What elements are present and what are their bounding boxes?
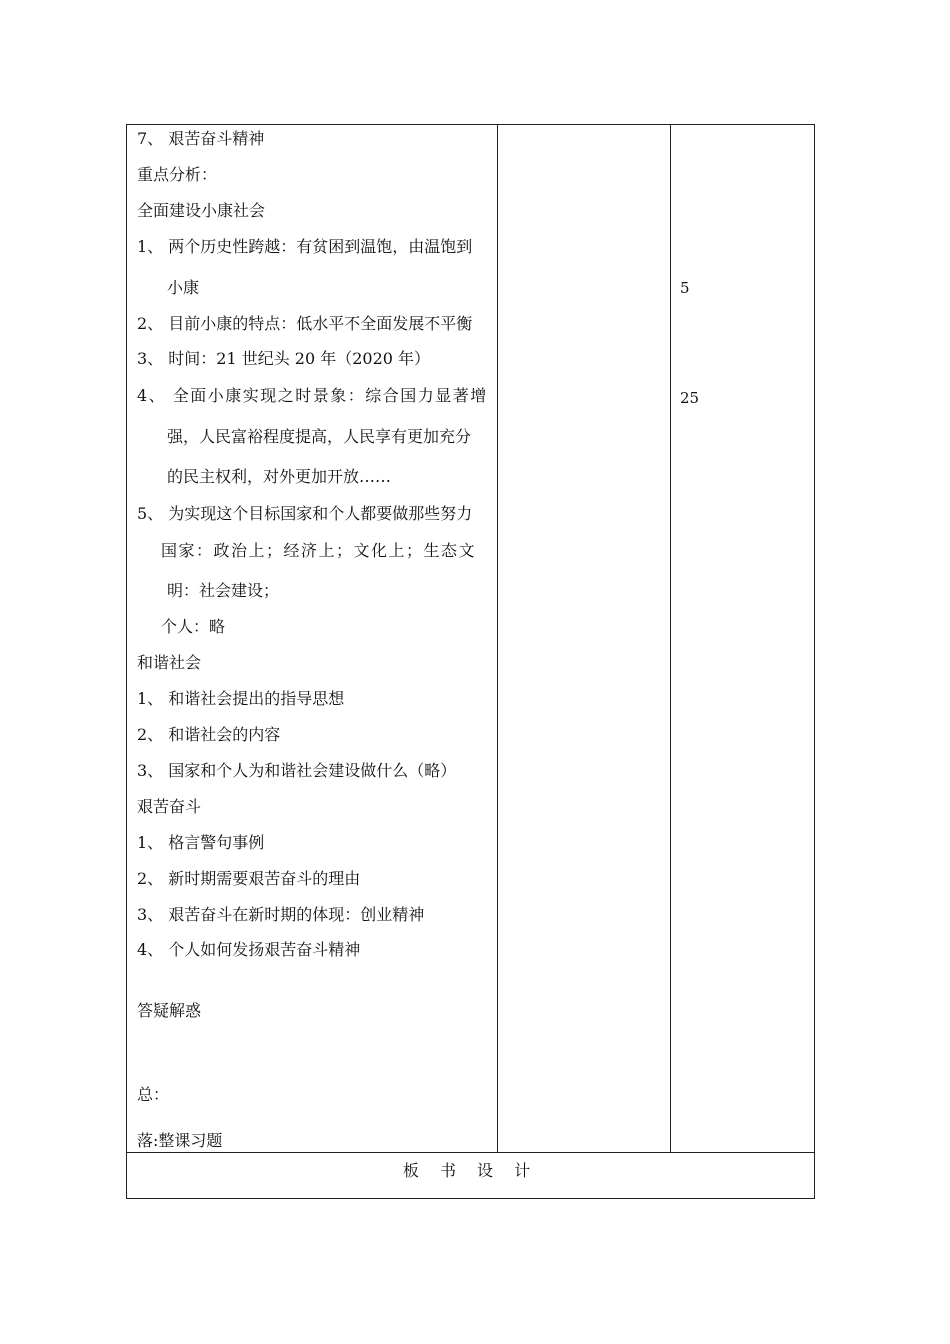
column-divider-2 bbox=[670, 125, 671, 1153]
jianku-item-4: 4、 个人如何发扬艰苦奋斗精神 bbox=[137, 940, 361, 959]
time-value-1: 5 bbox=[680, 279, 690, 297]
column-divider-1 bbox=[497, 125, 498, 1153]
xiaokang-item-1-cont: 小康 bbox=[167, 278, 200, 297]
xiaokang-item-5: 5、 为实现这个目标国家和个人都要做那些努力 bbox=[137, 504, 473, 523]
heading-7: 7、 艰苦奋斗精神 bbox=[137, 129, 265, 148]
section-title-jianku: 艰苦奋斗 bbox=[137, 797, 202, 816]
xiaokang-item-2: 2、 目前小康的特点：低水平不全面发展不平衡 bbox=[137, 314, 473, 333]
jianku-item-3: 3、 艰苦奋斗在新时期的体现：创业精神 bbox=[137, 905, 425, 924]
practice-label: 落:整课习题 bbox=[137, 1131, 223, 1150]
board-design-label: 板 书 设 计 bbox=[402, 1161, 539, 1180]
xiaokang-item-4: 4、 全面小康实现之时景象：综合国力显著增 bbox=[137, 386, 488, 405]
hexie-item-2: 2、 和谐社会的内容 bbox=[137, 725, 281, 744]
jianku-item-1: 1、 格言警句事例 bbox=[137, 833, 265, 852]
xiaokang-item-3: 3、 时间：21 世纪头 20 年（2020 年） bbox=[137, 349, 431, 368]
section-title-xiaokang: 全面建设小康社会 bbox=[137, 201, 266, 220]
xiaokang-item-5-country: 国家：政治上；经济上；文化上；生态文 bbox=[161, 541, 477, 560]
lesson-plan-table bbox=[126, 124, 815, 1199]
time-value-2: 25 bbox=[680, 389, 700, 407]
hexie-item-1: 1、 和谐社会提出的指导思想 bbox=[137, 689, 345, 708]
xiaokang-item-5-personal: 个人：略 bbox=[161, 617, 226, 636]
jianku-item-2: 2、 新时期需要艰苦奋斗的理由 bbox=[137, 869, 361, 888]
xiaokang-item-4-cont-2: 的民主权利，对外更加开放…… bbox=[167, 467, 392, 486]
xiaokang-item-5-country-cont: 明：社会建设； bbox=[167, 581, 280, 600]
xiaokang-item-4-cont-1: 强，人民富裕程度提高，人民享有更加充分 bbox=[167, 427, 472, 446]
qa-label: 答疑解惑 bbox=[137, 1001, 202, 1020]
key-analysis-label: 重点分析： bbox=[137, 165, 218, 184]
hexie-item-3: 3、 国家和个人为和谐社会建设做什么（略） bbox=[137, 761, 457, 780]
section-title-hexie: 和谐社会 bbox=[137, 653, 202, 672]
summary-label: 总： bbox=[137, 1085, 170, 1104]
footer-row-divider bbox=[127, 1152, 814, 1153]
xiaokang-item-1: 1、 两个历史性跨越：有贫困到温饱，由温饱到 bbox=[137, 237, 473, 256]
